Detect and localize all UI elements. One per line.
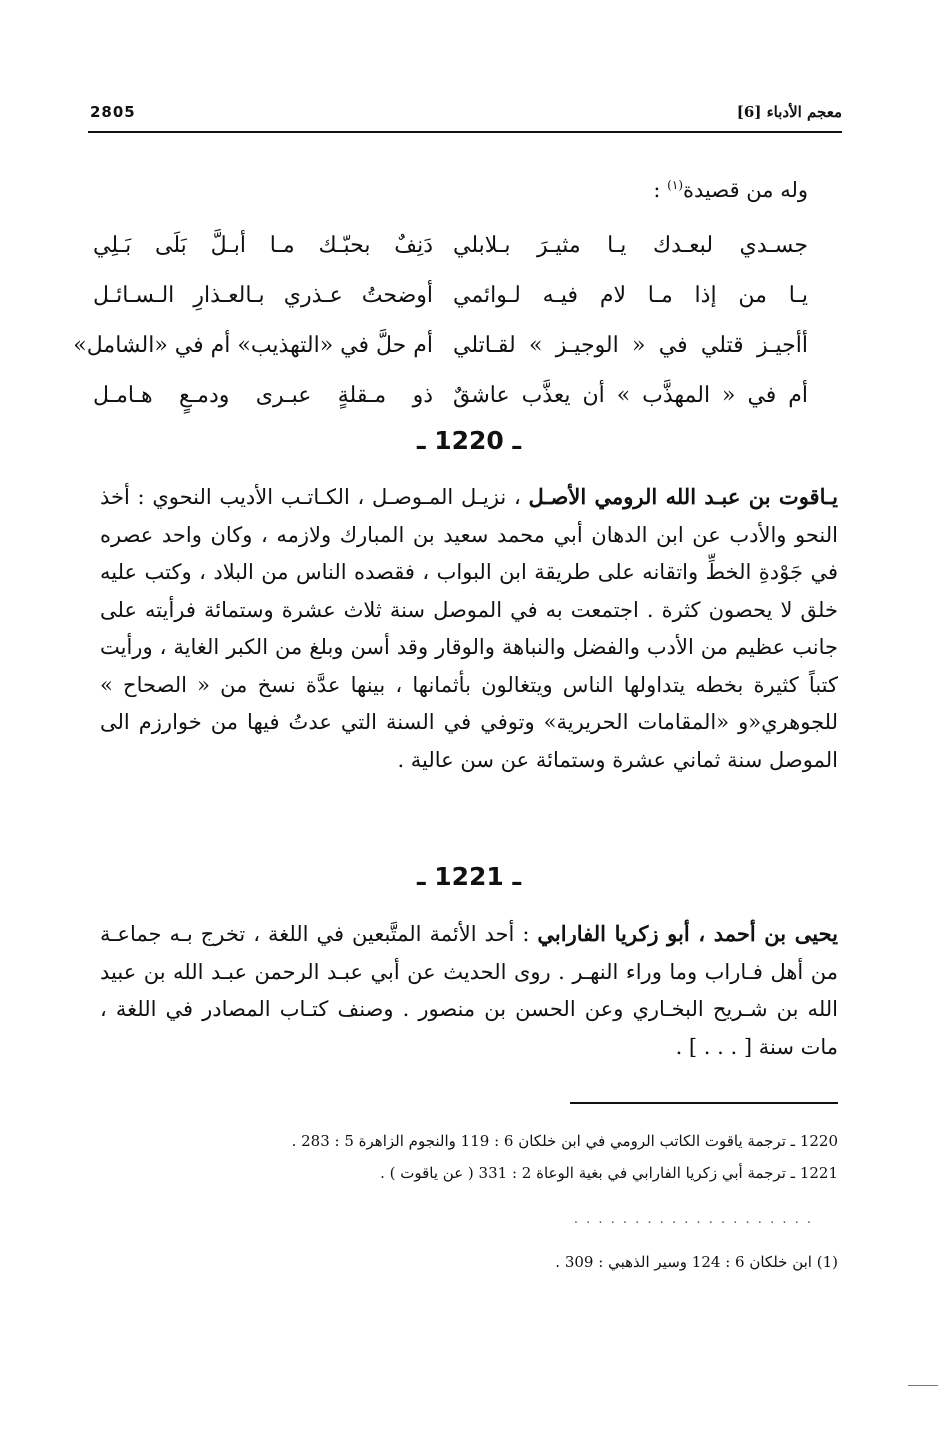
entry-paragraph: [100, 915, 838, 1066]
verse-first-hemistichs: [453, 226, 808, 426]
poem-intro-colon: :: [653, 178, 661, 202]
verse-hemistich: دَنِفٌ بحبّـك مـا أبـلَّ بَلَى بَـلِي: [93, 233, 433, 258]
entry-text: : أحد الأئمة المتَّبعين في اللغة ، تخرج بـه جماعـة من أهل فـاراب وما وراء النهـر . روى الحديث عن أبي عبـد الرحمن عبـد الله بن عبيد الله بن شـريح البخـاري وعن الحسن بن منصور . وصنف كتـاب المصادر في اللغة ، مات سنة [ . . . ] .: [100, 922, 838, 1059]
poem-intro: [653, 178, 808, 202]
footnote: (1) ابن خلكان 6 : 124 وسير الذهبي : 309 .: [555, 1253, 838, 1271]
verse-second-hemistichs: [73, 226, 433, 426]
margin-mark: [908, 1385, 938, 1386]
entry-number: ـ 1221 ـ: [416, 862, 522, 891]
entry-text: ، نزيـل المـوصـل ، الكـاتـب الأديب النحوي : أخذ النحو والأدب عن ابن الدهان أبي محمد سعيد بن المبارك ولازمه ، وكان واحد عصره في جَوْدةِ الخطِّ واتقانه على طريقة ابن البواب ، فقصده الناس من البلاد ، وكتب عليه خلق لا يحصون كثرة . اجتمعت به في الموصل سنة ثلاث عشرة وستمائة فرأيته على جانب عظيم من الأدب والفضل والنباهة والوقار وقد أسن وبلغ من الكبر الغاية ، ورأيت كتباً كثيرة بخطه يتداولها الناس ويتغالون بأثمانها ، بينها عدَّة نسخ من « الصحاح » للجوهري«و «المقامات الحريرية» وتوفي في السنة التي عدتُ فيها من خوارزم الى الموصل سنة ثماني عشرة وستمائة عن سن عالية .: [100, 485, 839, 772]
verse-hemistich: جسـدي لبعـدك يـا مثيـرَ بـلابلي: [453, 233, 808, 258]
verse-hemistich: أأجيـز قتلي في « الوجيـز » لقـاتلي: [453, 333, 808, 358]
footnote-source: 1221 ـ ترجمة أبي زكريا الفارابي في بغية الوعاة 2 : 331 ( عن ياقوت ) .: [380, 1164, 838, 1182]
verse-hemistich: أم في « المهذَّب » أن يعذَّب عاشقٌ: [453, 383, 808, 408]
footnote-source: 1220 ـ ترجمة ياقوت الكاتب الرومي في ابن خلكان 6 : 119 والنجوم الزاهرة 5 : 283 .: [291, 1132, 838, 1150]
entry-paragraph: [100, 478, 838, 779]
verse-hemistich: ذو مـقلةٍ عبـرى ودمـعٍ هـامـل: [93, 383, 433, 408]
entry-name: يـاقوت بن عبـد الله الرومي الأصـل: [528, 484, 838, 509]
entry-number: ـ 1220 ـ: [416, 426, 522, 455]
header-rule: [88, 131, 842, 133]
poem-intro-text: وله من قصيدة: [683, 178, 808, 202]
footnote-marker: (١): [667, 178, 683, 192]
verse-hemistich: أوضحتُ عـذري بـالعـذارِ الـسـائـل: [93, 283, 433, 308]
verse-hemistich: يـا من إذا مـا لام فيـه لـوائمي: [453, 283, 808, 308]
footnote-separator: [570, 1102, 838, 1104]
running-header-title: معجم الأدباء [6]: [736, 103, 842, 121]
verse-hemistich: أم حلَّ في «التهذيب» أم في «الشامل»: [73, 333, 433, 358]
page-number: 2805: [90, 103, 136, 121]
entry-name: يحيى بن أحمد ، أبو زكريا الفارابي: [537, 921, 838, 946]
dotted-separator: . . . . . . . . . . . . . . . . . . . .: [573, 1212, 813, 1227]
